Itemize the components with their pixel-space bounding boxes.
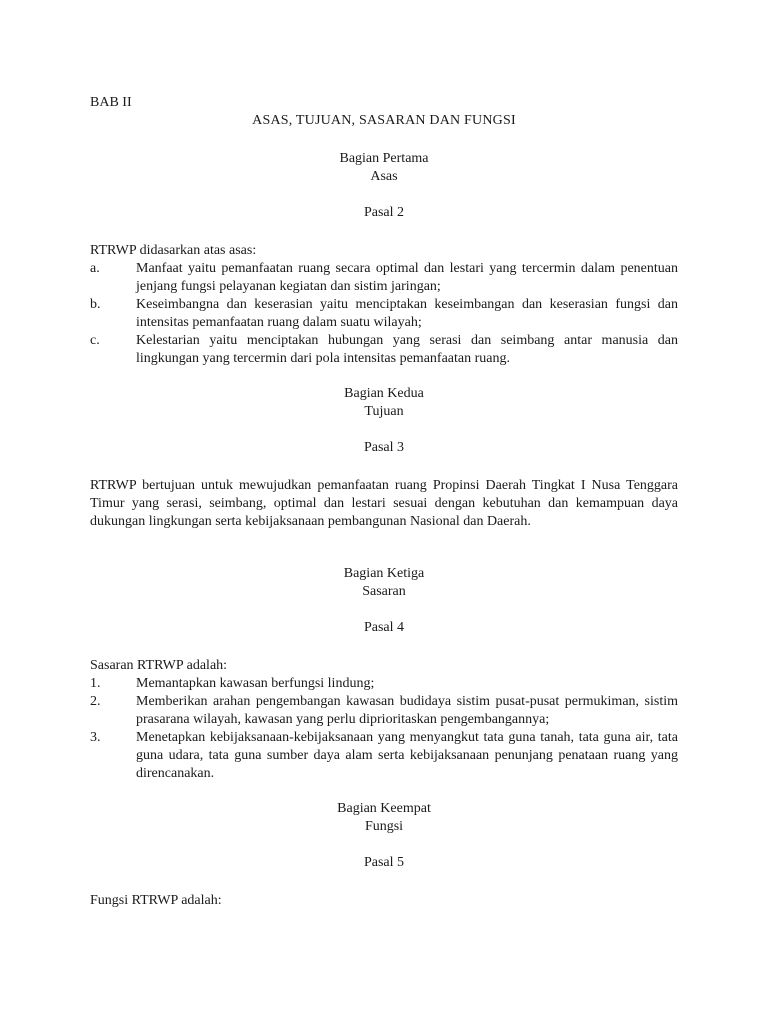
list-item-text: Memberikan arahan pengembangan kawasan budidaya sistim pusat-pusat permukiman, sistim prasarana wilayah, kawasan yang perlu diprioritaskan pengembangannya;: [136, 694, 678, 727]
section-intro: RTRWP didasarkan atas asas:: [90, 243, 257, 258]
spacer: [90, 531, 678, 565]
section-subject: Fungsi: [364, 819, 404, 834]
section-sasaran: [90, 565, 678, 783]
list-marker: 3.: [90, 730, 101, 745]
list-item-text: Menetapkan kebijaksanaan-kebijaksanaan yang menyangkut tata guna tanah, tata guna air, tata guna udara, tata guna sumber daya alam serta kebijaksanaan penunjang penataan ruang yang direncanakan.: [136, 730, 678, 781]
section-heading: Bagian Pertama: [339, 151, 429, 166]
list-item-text: Manfaat yaitu pemanfaatan ruang secara optimal dan lestari yang tercermin dalam penentuan jenjang fungsi pelayanan kegiatan dan sistim jaringan;: [136, 261, 678, 294]
list-item-text: Kelestarian yaitu menciptakan hubungan yang serasi dan seimbang antar manusia dan lingkungan yang tercermin dari pola intensitas pemanfaatan ruang.: [136, 333, 678, 366]
list-item: [90, 729, 678, 783]
sasaran-list: [90, 675, 678, 783]
pasal-heading: Pasal 4: [363, 620, 405, 635]
spacer: [90, 783, 678, 800]
section-heading: Bagian Kedua: [344, 386, 424, 401]
section-subject: Asas: [370, 169, 398, 184]
list-marker: 2.: [90, 694, 101, 709]
pasal-heading: Pasal 5: [363, 855, 405, 870]
section-intro: Fungsi RTRWP adalah:: [90, 893, 222, 908]
asas-list: [90, 260, 678, 368]
section-tujuan: [90, 385, 678, 531]
list-item-text: Memantapkan kawasan berfungsi lindung;: [136, 676, 375, 691]
spacer: [90, 368, 678, 385]
list-item-text: Keseimbangna dan keserasian yaitu menciptakan keseimbangan dan keserasian fungsi dan intensitas pemanfaatan ruang dalam suatu wilayah;: [136, 297, 678, 330]
list-item: [90, 260, 678, 296]
section-heading: Bagian Ketiga: [343, 566, 425, 581]
chapter-number: BAB II: [90, 95, 132, 110]
list-marker: c.: [90, 333, 100, 348]
section-subject: Sasaran: [362, 584, 406, 599]
section-asas: [90, 150, 678, 368]
section-intro: Sasaran RTRWP adalah:: [90, 658, 228, 673]
list-marker: a.: [90, 261, 100, 276]
section-paragraph: RTRWP bertujuan untuk mewujudkan pemanfaatan ruang Propinsi Daerah Tingkat I Nusa Tenggara Timur yang serasi, seimbang, optimal dan lestari sesuai dengan kebutuhan dan kemampuan daya dukungan lingkungan serta kebijaksanaan pembangunan Nasional dan Daerah.: [90, 478, 678, 529]
list-marker: b.: [90, 297, 101, 312]
section-heading: Bagian Keempat: [337, 801, 431, 816]
list-item: [90, 296, 678, 332]
section-fungsi: [90, 800, 678, 910]
list-marker: 1.: [90, 676, 101, 691]
chapter-title: ASAS, TUJUAN, SASARAN DAN FUNGSI: [252, 113, 516, 128]
pasal-heading: Pasal 2: [363, 205, 405, 220]
section-subject: Tujuan: [364, 404, 404, 419]
pasal-heading: Pasal 3: [363, 440, 405, 455]
list-item: [90, 693, 678, 729]
list-item: [90, 675, 678, 693]
list-item: [90, 332, 678, 368]
